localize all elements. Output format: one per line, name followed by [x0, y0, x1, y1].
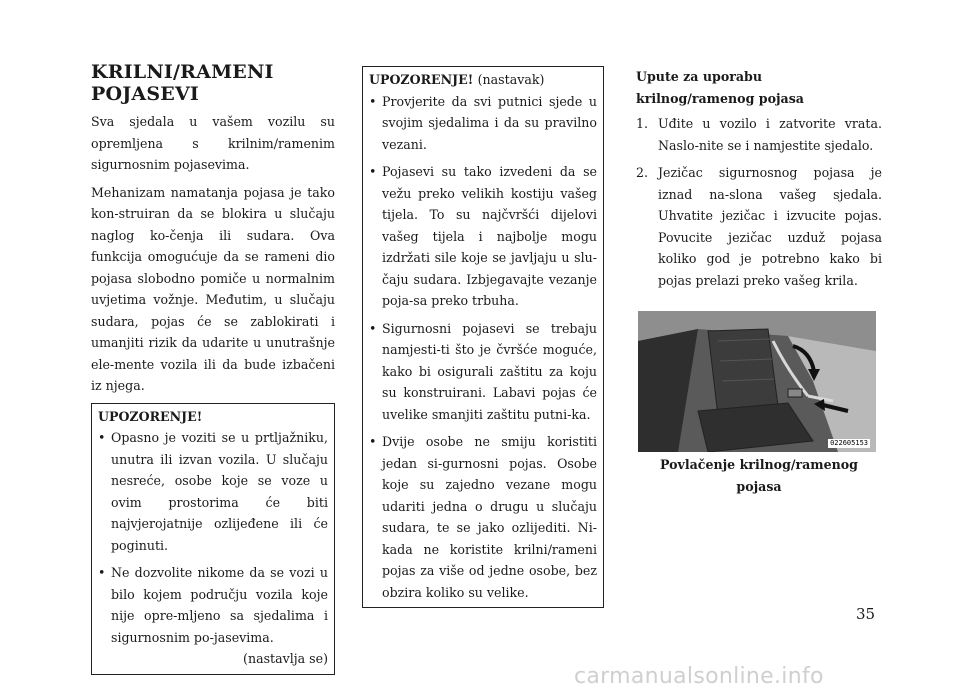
step-text: Jezičac sigurnosnog pojasa je iznad na-slona vašeg sjedala. Uhvatite jezičac i izvucite pojas. Povucite jezičac uzduž pojasa koliko god je potrebno kako bi pojas prelazi preko vašeg krila. [658, 165, 882, 288]
instructions-list [636, 113, 882, 291]
warning-item: • Dvije osobe ne smiju koristiti jedan si-gurnosni pojas. Osobe koje su zajedno vezane mogu udariti jedna o drugu u slučaju sudara, te se jako ozlijediti. Ni-kada ne koristite krilni/rameni pojas za više od jedne osobe, bez obzira koliko su velike. [369, 431, 597, 603]
warning-heading: UPOZORENJE! [98, 408, 203, 424]
middle-column [362, 66, 604, 608]
step-number: 2. [636, 165, 649, 180]
warning-item: • Opasno je voziti se u prtljažniku, unutra ili izvan vozila. U slučaju nesreće, osobe koje se voze u ovim prostorima će biti najvjerojatnije ozlijeđene ili će poginuti. [98, 427, 328, 556]
section-title: KRILNI/RAMENI POJASEVI [91, 61, 274, 105]
continued-note: (nastavlja se) [243, 651, 328, 666]
warning-list [369, 91, 597, 604]
instruction-step [636, 113, 882, 156]
warning-heading-text: UPOZORENJE! [369, 72, 474, 87]
seatbelt-illustration [638, 311, 876, 452]
figure-code: 022605153 [830, 439, 868, 447]
warning-heading [369, 69, 597, 91]
instructions-heading: Upute za uporabu krilnog/ramenog pojasa [636, 69, 804, 106]
right-column [636, 66, 882, 497]
left-column [91, 62, 335, 675]
warning-item: • Pojasevi su tako izvedeni da se vežu preko velikih kostiju vašeg tijela. To su najčvršći dijelovi vašeg tijela i najbolje mogu izdržati sile koje se javljaju u slu-čaju sudara. Izbjegavajte vezanje poja-sa preko trbuha. [369, 161, 597, 312]
watermark: carmanualsonline.info [574, 664, 824, 689]
warning-box-continued [362, 66, 604, 608]
step-text: Uđite u vozilo i zatvorite vrata. Naslo-nite se i namjestite sjedalo. [658, 116, 882, 153]
intro-paragraph: Sva sjedala u vašem vozilu su opremljena s krilnim/ramenim sigurnosnim pojasevima. [91, 114, 335, 172]
step-number: 1. [636, 116, 649, 131]
warning-item: • Sigurnosni pojasevi se trebaju namjesti-ti što je čvršće moguće, kako bi osigurali zaštitu za koju su konstruirani. Labavi pojas će uvelike smanjiti zaštitu putni-ka. [369, 318, 597, 426]
mechanism-paragraph: Mehanizam namatanja pojasa je tako kon-struiran da se blokira u slučaju naglog ko-čenja ili sudara. Ova funkcija omogućuje da se rameni dio pojasa slobodno pomiče u normalnim uvjetima vožnje. Međutim, u slučaju sudara, pojas će se zablokirati i umanjiti rizik da udarite u unutrašnje ele-mente vozila ili da bude izbačeni iz njega. [91, 184, 335, 393]
seat-photo [638, 311, 876, 452]
warning-heading-suffix: (nastavak) [477, 72, 545, 87]
warning-list [98, 427, 328, 648]
figure-caption: Povlačenje krilnog/ramenog pojasa [660, 457, 858, 494]
warning-item: • Ne dozvolite nikome da se vozi u bilo kojem području vozila koje nije opre-mljeno sa sjedalima i sigurnosnim po-jasevima. [98, 562, 328, 648]
warning-item: • Provjerite da svi putnici sjede u svojim sjedalima i da su pravilno vezani. [369, 91, 597, 156]
warning-box [91, 403, 335, 675]
instruction-step [636, 162, 882, 291]
page-number: 35 [856, 605, 876, 623]
